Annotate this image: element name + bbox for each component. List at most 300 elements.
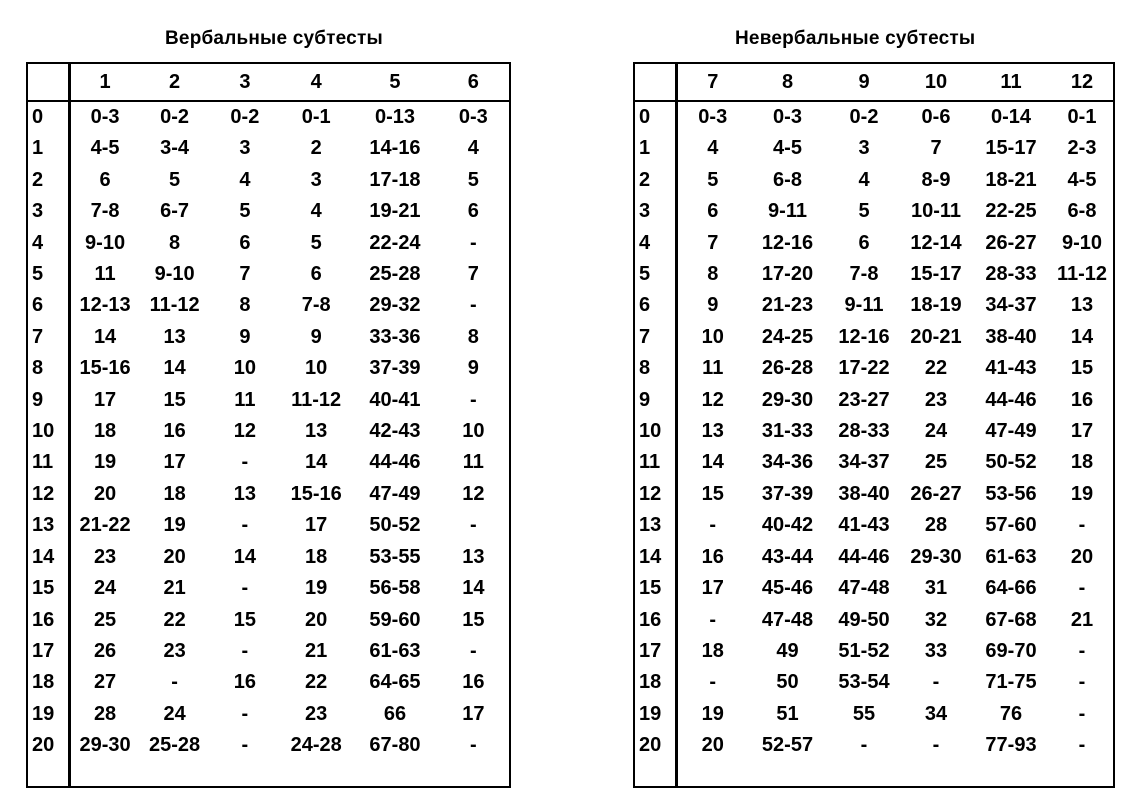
raw-score-range-cell: - [241,702,249,725]
raw-score-range-cell: 53-56 [985,482,1037,505]
raw-score-range-cell: 5 [707,168,719,191]
raw-score-range-cell: 6-8 [773,168,802,191]
raw-score-range-cell: - [1078,734,1086,757]
raw-score-range-cell: 6 [707,200,719,223]
table-row [27,479,510,510]
raw-score-range-cell: 17 [462,702,485,725]
raw-score-range-cell: 10-11 [910,200,962,223]
scaled-score-cell: 12 [634,479,676,510]
raw-score-range-cell: 0-3 [698,106,728,128]
raw-score-range-cell: 14 [233,545,256,568]
raw-score-range-cell: 51 [776,702,799,725]
raw-score-range-cell: 24-25 [761,325,814,348]
raw-score-range-cell: 11 [94,263,116,286]
raw-score-range-cell: 11-12 [291,388,342,411]
raw-score-range-cell: 14 [93,325,117,348]
scaled-score-cell: 17 [634,636,676,667]
raw-score-range-cell: 6-7 [160,200,190,223]
raw-score-range-cell: 15-17 [910,263,962,286]
raw-score-range-cell: 71-75 [985,671,1037,694]
raw-score-range-cell: 15 [701,482,724,505]
corner-cell [27,63,69,101]
raw-score-range-cell: 64-66 [985,577,1037,600]
raw-score-range-cell: 9 [239,325,251,348]
table-row [27,290,510,321]
raw-score-range-cell: 0-2 [230,106,260,128]
raw-score-range-cell: 21-22 [79,514,131,537]
raw-score-range-cell: 4-5 [773,137,802,160]
raw-score-range-cell: 61-63 [369,639,421,662]
table-row [634,385,1114,416]
raw-score-range-cell: 9-10 [154,263,195,286]
raw-score-range-cell: - [241,734,249,757]
raw-score-range-cell: 37-39 [369,357,421,380]
raw-score-range-cell: 67-68 [985,608,1037,631]
raw-score-range-cell: 12 [701,388,724,411]
raw-score-range-cell: 16 [163,420,186,443]
raw-score-range-cell: 5 [239,200,251,223]
nonverbal-norms-table [633,62,1115,788]
raw-score-range-cell: 28-33 [985,263,1037,286]
verbal-subtests-title: Вербальные субтесты [165,28,383,49]
raw-score-range-cell: - [241,577,249,600]
column-header-subtest: 1 [69,63,139,101]
scaled-score-cell: 19 [27,699,69,730]
table-row [27,636,510,667]
raw-score-range-cell: 28-33 [838,420,890,443]
raw-score-range-cell: 10 [701,325,724,348]
raw-score-range-cell: 67-80 [369,734,421,757]
raw-score-range-cell: 0-1 [301,106,331,128]
raw-score-range-cell: 7 [707,231,719,254]
table-row [634,573,1114,604]
column-header-subtest: 9 [827,63,901,101]
raw-score-range-cell: 12-16 [838,325,890,348]
raw-score-range-cell: 44-46 [369,451,421,474]
table-row [634,667,1114,698]
raw-score-range-cell: 76 [999,702,1023,725]
table-row [27,196,510,227]
raw-score-range-cell: 18-19 [910,294,962,317]
raw-score-range-cell: 38-40 [838,482,890,505]
table-row [27,353,510,384]
raw-score-range-cell: - [241,514,249,537]
raw-score-range-cell: 33 [924,639,948,662]
raw-score-range-cell: 12-13 [79,294,131,317]
raw-score-range-cell: - [469,231,477,254]
raw-score-range-cell: 4 [707,137,719,160]
raw-score-range-cell: 9-10 [1061,231,1103,254]
raw-score-range-cell: 19 [93,451,117,474]
raw-score-range-cell: 47-48 [761,608,814,631]
raw-score-range-cell: 27 [93,671,117,694]
table-row [634,416,1114,447]
scaled-score-cell: 14 [634,542,676,573]
scaled-score-cell: 2 [634,165,676,196]
raw-score-range-cell: 28 [924,514,948,537]
raw-score-range-cell: 59-60 [369,608,421,631]
column-header-subtest: 8 [748,63,827,101]
raw-score-range-cell: 26-27 [910,482,962,505]
raw-score-range-cell: 0-2 [160,106,190,128]
raw-score-range-cell: 77-93 [985,734,1037,757]
raw-score-range-cell: 19 [163,514,186,537]
table-row [27,165,510,196]
scaled-score-cell: 4 [27,228,69,259]
raw-score-range-cell: 26 [93,639,117,662]
raw-score-range-cell: 7 [467,263,479,286]
raw-score-range-cell: 40-42 [761,514,814,537]
table-row [27,667,510,698]
raw-score-range-cell: - [709,514,717,537]
raw-score-range-cell: - [709,608,717,631]
raw-score-range-cell: 23 [305,702,328,725]
raw-score-range-cell: 29-32 [369,294,421,317]
nonverbal-subtests-title: Невербальные субтесты [735,28,976,49]
table-row [634,259,1114,290]
raw-score-range-cell: - [469,514,477,537]
raw-score-range-cell: 29-30 [761,388,814,411]
raw-score-range-cell: 22 [924,357,948,380]
raw-score-range-cell: 61-63 [985,545,1037,568]
raw-score-range-cell: 24 [163,702,186,725]
scaled-score-cell: 18 [634,667,676,698]
raw-score-range-cell: 11 [462,451,484,474]
raw-score-range-cell: 43-44 [761,545,814,568]
raw-score-range-cell: 44-46 [838,545,890,568]
raw-score-range-cell: 34 [924,702,948,725]
raw-score-range-cell: 34-37 [838,451,890,474]
raw-score-range-cell: 41-43 [838,514,890,537]
raw-score-range-cell: 9-10 [85,231,126,254]
raw-score-range-cell: 37-39 [761,482,814,505]
scaled-score-cell: 5 [634,259,676,290]
table-row [27,605,510,636]
raw-score-range-cell: 21 [163,577,186,600]
raw-score-range-cell: 45-46 [761,577,814,600]
scaled-score-cell: 5 [27,259,69,290]
raw-score-range-cell: 13 [305,420,328,443]
raw-score-range-cell: 16 [462,671,485,694]
raw-score-range-cell: 19 [305,577,328,600]
raw-score-range-cell: 12 [462,482,485,505]
raw-score-range-cell: 26-27 [985,231,1037,254]
raw-score-range-cell: 20 [163,545,186,568]
scaled-score-cell: 11 [27,447,69,478]
column-header-subtest: 10 [901,63,971,101]
raw-score-range-cell: 6 [310,263,322,286]
raw-score-range-cell: 15-17 [985,137,1037,160]
raw-score-range-cell: 15 [233,608,256,631]
raw-score-range-cell: 21-23 [761,294,814,317]
raw-score-range-cell: - [932,671,940,694]
scaled-score-cell: 0 [27,101,69,133]
raw-score-range-cell: 25-28 [369,263,421,286]
table-row [634,730,1114,786]
table-header-row [27,63,510,101]
raw-score-range-cell: - [171,671,178,694]
raw-score-range-cell: 0-14 [990,106,1032,128]
scaled-score-cell: 7 [634,322,676,353]
raw-score-range-cell: 22-25 [985,200,1037,223]
raw-score-range-cell: 2-3 [1067,137,1097,160]
raw-score-range-cell: 57-60 [985,514,1037,537]
raw-score-range-cell: 49 [776,639,799,662]
column-header-subtest: 3 [210,63,280,101]
raw-score-range-cell: 38-40 [985,325,1037,348]
raw-score-range-cell: - [469,388,477,411]
raw-score-range-cell: 11-12 [149,294,200,317]
raw-score-range-cell: 29-30 [910,545,962,568]
raw-score-range-cell: 9-11 [844,294,884,317]
raw-score-range-cell: 20 [93,482,117,505]
raw-score-range-cell: 9 [310,325,322,348]
raw-score-range-cell: 4-5 [90,137,120,160]
raw-score-range-cell: 52-57 [761,734,814,757]
table-row [634,636,1114,667]
raw-score-range-cell: 20-21 [910,325,962,348]
table-row [634,133,1114,164]
raw-score-range-cell: 24 [924,420,948,443]
scaled-score-cell: 11 [634,447,676,478]
raw-score-range-cell: 50 [776,671,799,694]
table-row [27,510,510,541]
raw-score-range-cell: - [469,294,477,317]
raw-score-range-cell: 16 [1070,388,1094,411]
raw-score-range-cell: 14 [1070,325,1094,348]
raw-score-range-cell: 14 [462,577,485,600]
table-row [27,542,510,573]
raw-score-range-cell: - [1078,702,1086,725]
raw-score-range-cell: 34-36 [761,451,814,474]
raw-score-range-cell: 7-8 [90,200,120,223]
table-row [634,290,1114,321]
table-row [634,510,1114,541]
raw-score-range-cell: 6 [858,231,870,254]
raw-score-range-cell: 24 [93,577,117,600]
raw-score-range-cell: 15 [462,608,485,631]
raw-score-range-cell: - [932,734,940,757]
raw-score-range-cell: 53-54 [838,671,890,694]
raw-score-range-cell: 11-12 [1056,263,1108,286]
scaled-score-cell: 0 [634,101,676,133]
raw-score-range-cell: 34-37 [985,294,1037,317]
raw-score-range-cell: 29-30 [79,734,131,757]
column-header-subtest: 12 [1051,63,1114,101]
raw-score-range-cell: - [469,639,477,662]
raw-score-range-cell: 8 [707,263,719,286]
column-header-subtest: 2 [139,63,209,101]
raw-score-range-cell: 3 [858,137,870,160]
raw-score-range-cell: 20 [1070,545,1094,568]
raw-score-range-cell: - [860,734,868,757]
raw-score-range-cell: - [1078,514,1086,537]
raw-score-range-cell: 3-4 [160,137,190,160]
raw-score-range-cell: 20 [701,734,724,757]
table-row [27,228,510,259]
raw-score-range-cell: 16 [233,671,256,694]
raw-score-range-cell: 19 [1070,482,1094,505]
scaled-score-cell: 2 [27,165,69,196]
raw-score-range-cell: 6 [99,168,111,191]
raw-score-range-cell: 15 [163,388,186,411]
raw-score-range-cell: 8 [169,231,181,254]
raw-score-range-cell: 14 [163,357,186,380]
raw-score-range-cell: 11 [234,388,256,411]
raw-score-range-cell: 2 [310,137,322,160]
raw-score-range-cell: 8-9 [921,168,951,191]
scaled-score-cell: 6 [27,290,69,321]
raw-score-range-cell: 16 [701,545,724,568]
raw-score-range-cell: 14 [701,451,724,474]
table-row [634,447,1114,478]
scaled-score-cell: 10 [634,416,676,447]
raw-score-range-cell: 44-46 [985,388,1037,411]
raw-score-range-cell: 56-58 [369,577,421,600]
raw-score-range-cell: 17 [701,577,724,600]
scaled-score-cell: 14 [27,542,69,573]
raw-score-range-cell: 13 [163,325,186,348]
scaled-score-cell: 12 [27,479,69,510]
scaled-score-cell: 3 [634,196,676,227]
raw-score-range-cell: 10 [305,357,328,380]
raw-score-range-cell: 12-14 [910,231,962,254]
table-row [27,385,510,416]
scaled-score-cell: 8 [27,353,69,384]
raw-score-range-cell: 32 [924,608,948,631]
raw-score-range-cell: 13 [1070,294,1094,317]
raw-score-range-cell: 17-18 [369,168,421,191]
table-row [27,101,510,133]
raw-score-range-cell: 40-41 [369,388,421,411]
raw-score-range-cell: 17-20 [761,263,814,286]
raw-score-range-cell: 25 [924,451,948,474]
column-header-subtest: 4 [280,63,352,101]
scaled-score-cell: 9 [634,385,676,416]
raw-score-range-cell: 7 [930,137,942,160]
scaled-score-cell: 4 [634,228,676,259]
raw-score-range-cell: 6 [239,231,251,254]
raw-score-range-cell: 10 [233,357,256,380]
raw-score-range-cell: 31-33 [761,420,814,443]
raw-score-range-cell: 50-52 [985,451,1037,474]
raw-score-range-cell: 50-52 [369,514,421,537]
raw-score-range-cell: 4 [858,168,870,191]
raw-score-range-cell: 12 [233,420,256,443]
raw-score-range-cell: 53-55 [369,545,421,568]
scaled-score-cell: 13 [27,510,69,541]
raw-score-range-cell: 26-28 [761,357,814,380]
raw-score-range-cell: 8 [467,325,479,348]
raw-score-range-cell: 21 [1070,608,1094,631]
raw-score-range-cell: 25 [93,608,117,631]
scaled-score-cell: 20 [27,730,69,786]
scaled-score-cell: 13 [634,510,676,541]
raw-score-range-cell: 8 [239,294,251,317]
raw-score-range-cell: - [1078,671,1086,694]
raw-score-range-cell: 66 [383,702,407,725]
raw-score-range-cell: 4 [239,168,251,191]
raw-score-range-cell: 28 [93,702,117,725]
raw-score-range-cell: 47-48 [838,577,890,600]
raw-score-range-cell: 51-52 [838,639,890,662]
raw-score-range-cell: 21 [305,639,328,662]
raw-score-range-cell: 23 [924,388,948,411]
raw-score-range-cell: 18 [305,545,328,568]
raw-score-range-cell: 5 [858,200,870,223]
raw-score-range-cell: 11 [702,357,724,380]
raw-score-range-cell: 0-2 [849,106,879,128]
raw-score-range-cell: 5 [467,168,479,191]
table-row [27,416,510,447]
raw-score-range-cell: 0-3 [773,106,802,128]
raw-score-range-cell: 12-16 [761,231,814,254]
table-row [27,259,510,290]
verbal-norms-table [26,62,511,788]
raw-score-range-cell: - [1078,639,1086,662]
table-row [27,573,510,604]
scaled-score-cell: 7 [27,322,69,353]
raw-score-range-cell: 14-16 [369,137,421,160]
raw-score-range-cell: 24-28 [290,734,342,757]
table-row [634,196,1114,227]
raw-score-range-cell: 18 [701,639,724,662]
table-row [634,479,1114,510]
scaled-score-cell: 10 [27,416,69,447]
raw-score-range-cell: 23 [163,639,186,662]
scaled-score-cell: 20 [634,730,676,786]
raw-score-range-cell: 5 [310,231,322,254]
scaled-score-cell: 16 [27,605,69,636]
raw-score-range-cell: 10 [462,420,485,443]
raw-score-range-cell: 7-8 [849,263,879,286]
scaled-score-cell: 16 [634,605,676,636]
column-header-subtest: 11 [971,63,1051,101]
raw-score-range-cell: 7-8 [301,294,331,317]
raw-score-range-cell: 20 [305,608,328,631]
raw-score-range-cell: 15-16 [290,482,342,505]
raw-score-range-cell: - [709,671,717,694]
column-header-subtest: 5 [352,63,437,101]
table-row [27,322,510,353]
raw-score-range-cell: 55 [852,702,876,725]
raw-score-range-cell: 25-28 [149,734,201,757]
raw-score-range-cell: 18 [93,420,117,443]
raw-score-range-cell: 17 [93,388,117,411]
raw-score-range-cell: 14 [305,451,328,474]
table-row [27,447,510,478]
table-row [27,699,510,730]
scaled-score-cell: 19 [634,699,676,730]
raw-score-range-cell: 17 [163,451,186,474]
table-row [634,165,1114,196]
raw-score-range-cell: 4 [310,200,322,223]
raw-score-range-cell: 9-11 [768,200,807,223]
raw-score-range-cell: 15-16 [79,357,131,380]
raw-score-range-cell: 22 [305,671,328,694]
raw-score-range-cell: 0-13 [374,106,415,128]
raw-score-range-cell: 0-1 [1067,106,1097,128]
raw-score-range-cell: 49-50 [838,608,890,631]
raw-score-range-cell: 9 [707,294,719,317]
raw-score-range-cell: 0-3 [458,106,488,128]
table-row [27,730,510,786]
raw-score-range-cell: 69-70 [985,639,1037,662]
raw-score-range-cell: 18-21 [985,168,1037,191]
raw-score-range-cell: 6-8 [1067,200,1097,223]
raw-score-range-cell: 19-21 [369,200,421,223]
raw-score-range-cell: 9 [467,357,479,380]
